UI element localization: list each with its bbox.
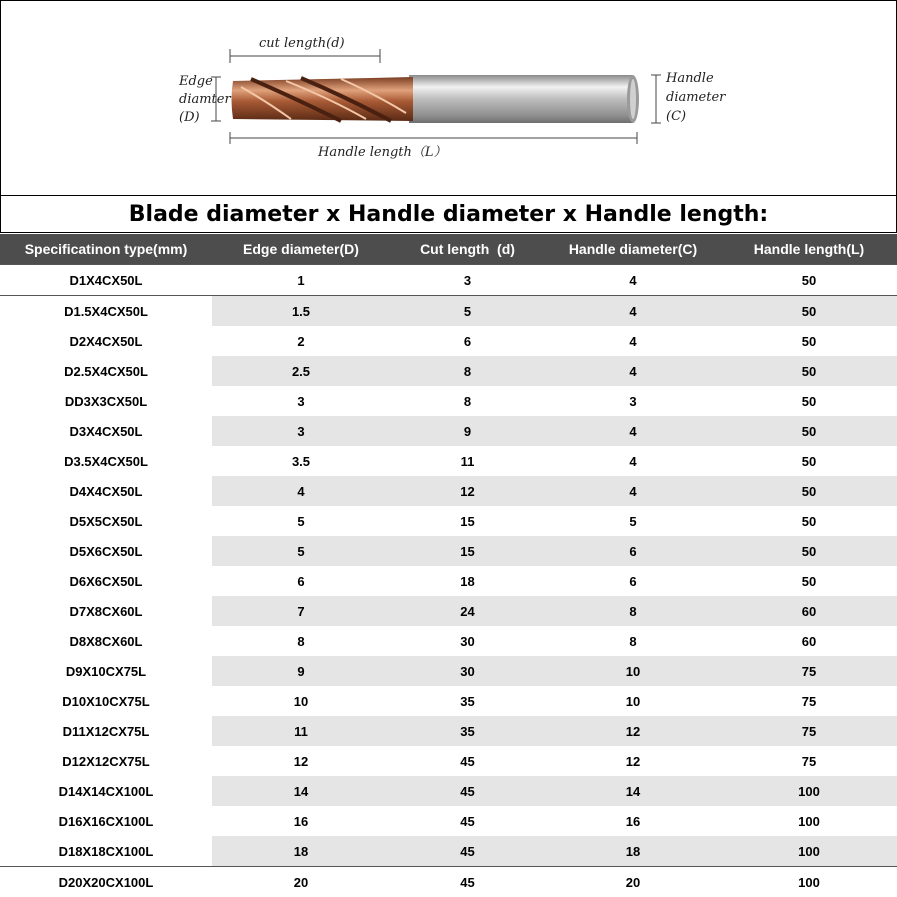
header-handle-length: Handle length(L)	[721, 234, 897, 265]
cell-handle-length: 100	[721, 867, 897, 897]
cell-edge-diameter: 3.5	[212, 446, 390, 476]
cell-edge-diameter: 20	[212, 867, 390, 897]
cell-handle-length: 50	[721, 446, 897, 476]
cell-handle-diameter: 8	[545, 596, 721, 626]
cell-spec-type: D20X20CX100L	[0, 867, 212, 897]
cell-edge-diameter: 8	[212, 626, 390, 656]
table-row	[0, 416, 897, 446]
cell-handle-length: 50	[721, 356, 897, 386]
table-row	[0, 326, 897, 356]
cell-spec-type: D7X8CX60L	[0, 596, 212, 626]
cell-edge-diameter: 2.5	[212, 356, 390, 386]
cell-handle-diameter: 4	[545, 326, 721, 356]
table-title: Blade diameter x Handle diameter x Handle length:	[0, 196, 897, 233]
cell-cut-length: 12	[390, 476, 545, 506]
tool-shank	[409, 75, 639, 123]
table-row	[0, 656, 897, 686]
cell-handle-diameter: 12	[545, 746, 721, 776]
table-row	[0, 867, 897, 897]
cell-spec-type: D6X6CX50L	[0, 566, 212, 596]
table-row	[0, 776, 897, 806]
cell-spec-type: D5X5CX50L	[0, 506, 212, 536]
cell-handle-diameter: 4	[545, 296, 721, 327]
cell-cut-length: 35	[390, 686, 545, 716]
table-row	[0, 476, 897, 506]
cell-handle-length: 50	[721, 416, 897, 446]
cell-spec-type: D10X10CX75L	[0, 686, 212, 716]
cell-handle-length: 50	[721, 326, 897, 356]
cell-cut-length: 45	[390, 746, 545, 776]
cell-edge-diameter: 1	[212, 265, 390, 296]
cell-cut-length: 24	[390, 596, 545, 626]
cell-handle-length: 50	[721, 296, 897, 327]
cell-handle-diameter: 4	[545, 416, 721, 446]
cell-cut-length: 15	[390, 506, 545, 536]
cell-edge-diameter: 10	[212, 686, 390, 716]
cell-edge-diameter: 3	[212, 386, 390, 416]
cell-spec-type: D12X12CX75L	[0, 746, 212, 776]
cell-spec-type: D8X8CX60L	[0, 626, 212, 656]
cell-edge-diameter: 3	[212, 416, 390, 446]
table-row	[0, 506, 897, 536]
edge-diameter-label-line2: diamter	[179, 91, 231, 109]
end-mill-diagram	[0, 0, 897, 196]
header-spec-type: Specificatinon type(mm)	[0, 234, 212, 265]
cell-spec-type: D11X12CX75L	[0, 716, 212, 746]
cell-cut-length: 3	[390, 265, 545, 296]
cell-handle-diameter: 12	[545, 716, 721, 746]
cell-cut-length: 8	[390, 386, 545, 416]
cell-edge-diameter: 16	[212, 806, 390, 836]
cell-handle-diameter: 4	[545, 356, 721, 386]
table-row	[0, 596, 897, 626]
cell-handle-length: 100	[721, 776, 897, 806]
cell-spec-type: DD3X3CX50L	[0, 386, 212, 416]
cell-edge-diameter: 5	[212, 506, 390, 536]
edge-diameter-label-line1: Edge	[179, 73, 213, 91]
handle-diameter-label-line1: Handle	[666, 70, 714, 88]
table-row	[0, 296, 897, 327]
cell-spec-type: D14X14CX100L	[0, 776, 212, 806]
cell-cut-length: 11	[390, 446, 545, 476]
cell-cut-length: 30	[390, 656, 545, 686]
cell-edge-diameter: 4	[212, 476, 390, 506]
table-row	[0, 356, 897, 386]
cell-cut-length: 9	[390, 416, 545, 446]
cell-edge-diameter: 9	[212, 656, 390, 686]
cell-edge-diameter: 18	[212, 836, 390, 867]
cell-cut-length: 15	[390, 536, 545, 566]
cell-handle-length: 75	[721, 746, 897, 776]
cell-handle-length: 100	[721, 806, 897, 836]
table-row	[0, 716, 897, 746]
end-mill-illustration	[1, 1, 896, 195]
cell-spec-type: D1X4CX50L	[0, 265, 212, 296]
cell-edge-diameter: 12	[212, 746, 390, 776]
cell-cut-length: 35	[390, 716, 545, 746]
cell-cut-length: 30	[390, 626, 545, 656]
handle-length-label: Handle length（L）	[318, 144, 447, 162]
cell-cut-length: 45	[390, 806, 545, 836]
cell-spec-type: D3X4CX50L	[0, 416, 212, 446]
cell-spec-type: D4X4CX50L	[0, 476, 212, 506]
cell-handle-length: 50	[721, 265, 897, 296]
cell-edge-diameter: 11	[212, 716, 390, 746]
table-header-row	[0, 234, 897, 265]
table-row	[0, 265, 897, 296]
cell-handle-length: 50	[721, 566, 897, 596]
cell-spec-type: D1.5X4CX50L	[0, 296, 212, 327]
cell-edge-diameter: 2	[212, 326, 390, 356]
table-row	[0, 446, 897, 476]
cell-cut-length: 45	[390, 776, 545, 806]
header-handle-diameter: Handle diameter(C)	[545, 234, 721, 265]
table-row	[0, 386, 897, 416]
cell-cut-length: 45	[390, 836, 545, 867]
cell-edge-diameter: 7	[212, 596, 390, 626]
cell-handle-length: 50	[721, 386, 897, 416]
table-row	[0, 536, 897, 566]
cell-cut-length: 8	[390, 356, 545, 386]
cell-handle-diameter: 20	[545, 867, 721, 897]
cut-length-label: cut length(d)	[259, 35, 345, 53]
table-row	[0, 836, 897, 867]
cell-handle-length: 75	[721, 656, 897, 686]
cell-cut-length: 18	[390, 566, 545, 596]
cell-handle-diameter: 4	[545, 476, 721, 506]
tool-flutes	[232, 77, 414, 121]
cell-cut-length: 5	[390, 296, 545, 327]
table-row	[0, 626, 897, 656]
cell-handle-length: 75	[721, 686, 897, 716]
cell-edge-diameter: 6	[212, 566, 390, 596]
cell-handle-length: 60	[721, 626, 897, 656]
cell-handle-diameter: 16	[545, 806, 721, 836]
cell-handle-diameter: 3	[545, 386, 721, 416]
cell-handle-length: 100	[721, 836, 897, 867]
cell-handle-diameter: 4	[545, 265, 721, 296]
cell-spec-type: D3.5X4CX50L	[0, 446, 212, 476]
header-edge-diameter: Edge diameter(D)	[212, 234, 390, 265]
cell-handle-diameter: 6	[545, 536, 721, 566]
cell-spec-type: D18X18CX100L	[0, 836, 212, 867]
cell-handle-diameter: 5	[545, 506, 721, 536]
table-row	[0, 746, 897, 776]
specification-table	[0, 234, 897, 897]
cell-edge-diameter: 14	[212, 776, 390, 806]
cell-edge-diameter: 5	[212, 536, 390, 566]
cell-handle-diameter: 8	[545, 626, 721, 656]
cell-edge-diameter: 1.5	[212, 296, 390, 327]
cell-handle-length: 50	[721, 476, 897, 506]
cell-handle-length: 50	[721, 506, 897, 536]
table-row	[0, 806, 897, 836]
edge-diameter-label-line3: (D)	[179, 109, 200, 127]
cell-cut-length: 45	[390, 867, 545, 897]
cell-spec-type: D2X4CX50L	[0, 326, 212, 356]
table-row	[0, 566, 897, 596]
cell-spec-type: D2.5X4CX50L	[0, 356, 212, 386]
handle-diameter-label-line3: (C)	[666, 108, 686, 126]
cell-handle-length: 50	[721, 536, 897, 566]
cell-spec-type: D16X16CX100L	[0, 806, 212, 836]
cell-handle-diameter: 14	[545, 776, 721, 806]
cell-handle-diameter: 18	[545, 836, 721, 867]
table-row	[0, 686, 897, 716]
cell-handle-diameter: 10	[545, 686, 721, 716]
cell-spec-type: D5X6CX50L	[0, 536, 212, 566]
cell-handle-length: 60	[721, 596, 897, 626]
cell-cut-length: 6	[390, 326, 545, 356]
cell-handle-length: 75	[721, 716, 897, 746]
cell-handle-diameter: 10	[545, 656, 721, 686]
header-cut-length: Cut length (d)	[390, 234, 545, 265]
cell-handle-diameter: 4	[545, 446, 721, 476]
handle-diameter-label-line2: diameter	[666, 89, 725, 107]
cell-handle-diameter: 6	[545, 566, 721, 596]
cell-spec-type: D9X10CX75L	[0, 656, 212, 686]
